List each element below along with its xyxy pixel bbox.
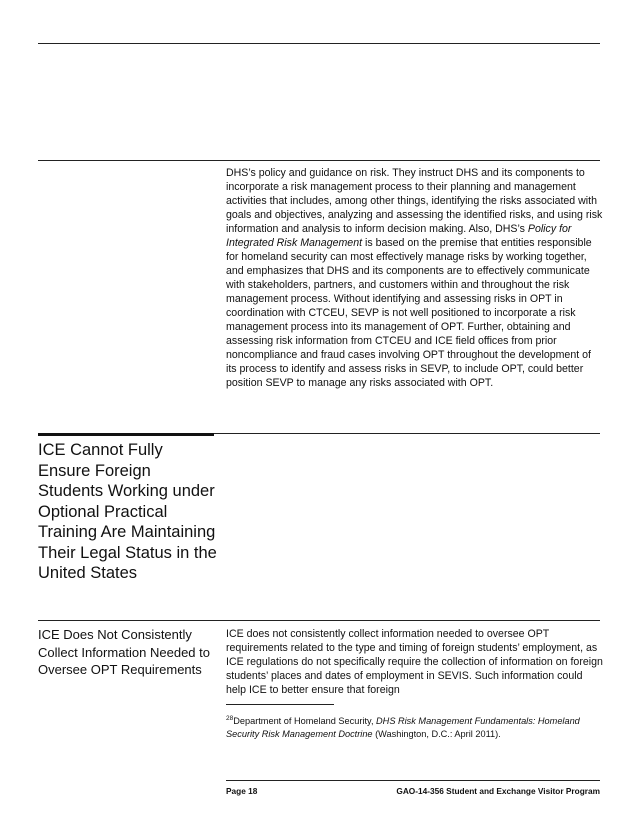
risk-paragraph-part2: is based on the premise that entities responsible for homeland security can most effectively manage risks by working together, and emphasizes that DHS and its components are to effectively communicate with stakeholders, partners, and customers within and throughout the risk management process. Without identifying and assessing risks in OPT in coordination with CTCEU, SEVP is not well positioned to incorporate a risk management process into its management of OPT. Further, obtaining and assessing risk information from CTCEU and ICE field offices from prior noncompliance and fraud cases involving OPT throughout the development of its process to identify and assess risks in SEVP, to include OPT, could better position SEVP to manage any risks associated with OPT. bbox=[226, 237, 592, 389]
risk-paragraph bbox=[226, 166, 604, 390]
footer-rule bbox=[226, 780, 600, 781]
heading-accent-bar bbox=[38, 433, 214, 436]
footnote-text-part2: (Washington, D.C.: April 2011). bbox=[372, 729, 501, 739]
footnote-rule bbox=[226, 704, 334, 705]
section-rule-1 bbox=[38, 160, 600, 161]
footnote bbox=[226, 712, 604, 741]
footnote-number: 28 bbox=[226, 715, 234, 722]
top-rule bbox=[38, 43, 600, 44]
footnote-title-italic: DHS Risk Management Fundamentals: Homeland Security Risk Management Doctrine bbox=[226, 716, 580, 739]
policy-title-italic: Policy for Integrated Risk Management bbox=[226, 223, 572, 249]
report-number: GAO-14-356 Student and Exchange Visitor Program bbox=[396, 786, 600, 796]
section-rule-3 bbox=[38, 620, 600, 621]
opt-paragraph: ICE does not consistently collect information needed to oversee OPT requirements related to the type and timing of foreign students’ employment, as ICE regulations do not specifically require the collection of information on foreign students’ places and dates of employment in SEVIS. Such information could help ICE to better ensure that foreign bbox=[226, 628, 603, 696]
subsection-heading: ICE Does Not Consistently Collect Information Needed to Oversee OPT Requirements bbox=[38, 627, 210, 677]
page-number: Page 18 bbox=[226, 786, 258, 796]
section-heading: ICE Cannot Fully Ensure Foreign Students Working under Optional Practical Training Are Maintaining Their Legal Status in the United States bbox=[38, 441, 217, 582]
risk-paragraph-part1: DHS’s policy and guidance on risk. They instruct DHS and its components to incorporate a risk management process to their planning and management activities that includes, among other things, identifying the risks associated with goals and objectives, analyzing and assessing the identified risks, and using risk information and analysis to inform decision making. Also, DHS’s bbox=[226, 167, 603, 235]
footnote-text-part1: Department of Homeland Security, bbox=[233, 716, 377, 726]
